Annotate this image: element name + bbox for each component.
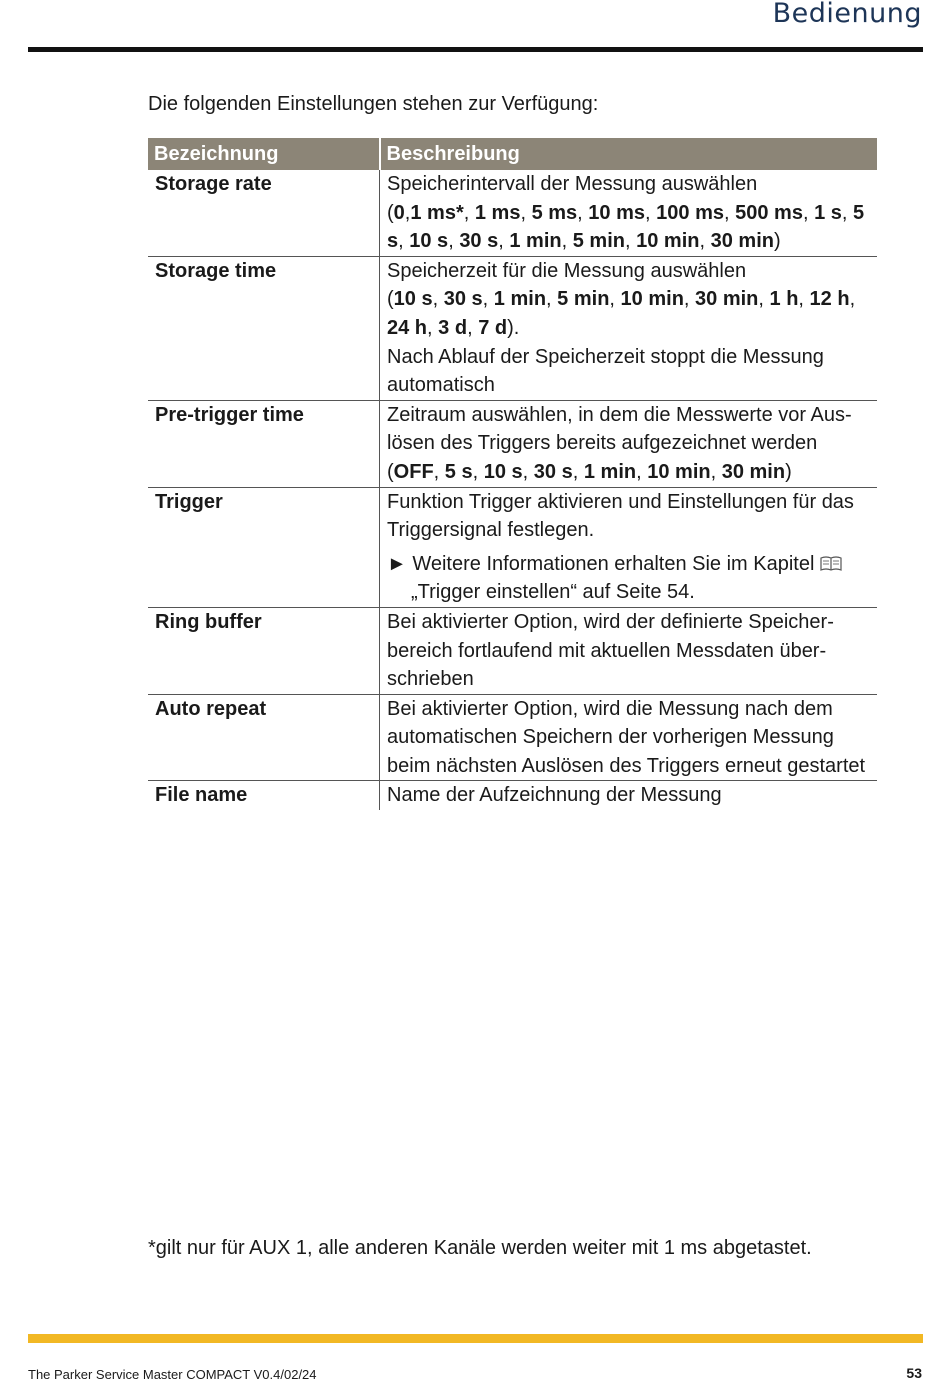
settings-table [148, 138, 877, 810]
description-text: Bei aktivierter Option, wird der definierte Speicherbereich fortlaufend mit aktuellen Messdaten überschrieben [387, 610, 834, 691]
table-row-auto-repeat [148, 694, 877, 781]
footer-accent-bar [28, 1334, 923, 1343]
reference-text: ► Weitere Informationen erhalten Sie im Kapitel [387, 552, 815, 575]
setting-description [380, 487, 878, 607]
top-rule [28, 47, 923, 52]
table-row-trigger [148, 487, 877, 607]
description-text: Bei aktivierter Option, wird die Messung nach dem automatischen Speichern der vorherigen Messung beim nächsten Auslösen des Triggers erneut gestartet [387, 697, 866, 777]
description-text: Zeitraum auswählen, in dem die Messwerte vor Auslösen des Triggers bereits aufgezeichnet werden [387, 403, 852, 455]
setting-name: Storage time [148, 256, 380, 400]
setting-name: File name [155, 784, 248, 807]
setting-description [380, 256, 878, 400]
setting-name: Storage rate [148, 170, 380, 256]
table-row-file-name [148, 781, 877, 810]
setting-description [380, 781, 878, 810]
footer-document-title: The Parker Service Master COMPACT V0.4/02/24 [28, 1367, 317, 1382]
table-row-storage-time [148, 256, 877, 400]
setting-description [380, 170, 878, 256]
description-text: Funktion Trigger aktivieren und Einstellungen für das Triggersignal festlegen. [387, 490, 854, 542]
table-row-storage-rate [148, 170, 877, 256]
setting-name: Pre-trigger time [148, 400, 380, 487]
footnote: *gilt nur für AUX 1, alle anderen Kanäle werden weiter mit 1 ms abgetastet. [148, 1237, 812, 1259]
table-row-ring-buffer [148, 607, 877, 694]
book-icon [820, 555, 842, 572]
table-header-row [148, 138, 877, 170]
setting-description [380, 400, 878, 487]
reference-line [387, 550, 871, 607]
intro-text: Die folgenden Einstellungen stehen zur Verfügung: [148, 93, 599, 115]
chapter-link[interactable]: „Trigger einstellen“ auf Seite 54. [411, 581, 695, 604]
section-title: Bedienung [772, 0, 922, 29]
page-number: 53 [906, 1365, 922, 1381]
setting-description [380, 607, 878, 694]
setting-description [380, 694, 878, 781]
options-text: (10 s, 30 s, 1 min, 5 min, 10 min, 30 min, 1 h, 12 h, 24 h, 3 d, 7 d). [387, 288, 856, 339]
column-header-description: Beschreibung [380, 138, 878, 170]
description-text: Name der Aufzeichnung der Messung [387, 784, 722, 807]
setting-name: Auto repeat [148, 694, 380, 781]
description-text: Speicherzeit für die Messung auswählen [387, 259, 747, 282]
table-row-pre-trigger-time [148, 400, 877, 487]
options-text: (OFF, 5 s, 10 s, 30 s, 1 min, 10 min, 30 min) [387, 460, 792, 483]
setting-name: Trigger [148, 487, 380, 607]
options-text: (0,1 ms*, 1 ms, 5 ms, 10 ms, 100 ms, 500 ms, 1 s, 5 s, 10 s, 30 s, 1 min, 5 min, 10 min, 30 min) [387, 201, 865, 253]
note-text: Nach Ablauf der Speicherzeit stoppt die Messung automatisch [387, 345, 824, 397]
column-header-name: Bezeichnung [148, 138, 380, 170]
setting-name: Ring buffer [148, 607, 380, 694]
description-text: Speicherintervall der Messung auswählen [387, 173, 758, 195]
